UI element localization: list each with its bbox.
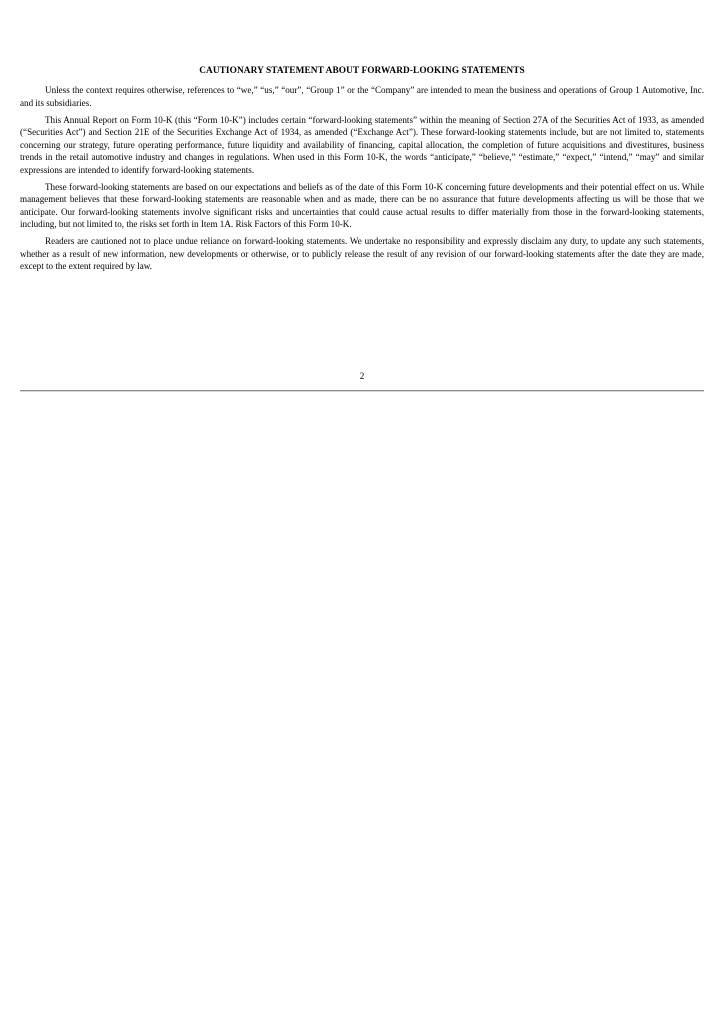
paragraph-expectations: These forward-looking statements are based on our expectations and beliefs as of the date of this Form 10-K concerning future developments and their potential effect on us. While management believes that these forward-looking statements are reasonable when and as made, there can be no assurance that future developments affecting us will be those that we anticipate. Our forward-looking statements involve significant risks and uncertainties that could cause actual results to differ materially from those in the forward-looking statements, including, but not limited to, the risks set forth in Item 1A. Risk Factors of this Form 10-K. — [20, 181, 704, 230]
section-heading: CAUTIONARY STATEMENT ABOUT FORWARD-LOOKING STATEMENTS — [199, 66, 525, 76]
document-page — [20, 0, 704, 1024]
body-text — [20, 84, 704, 277]
page-number: 2 — [359, 371, 365, 381]
page-divider — [20, 390, 704, 392]
paragraph-definitions: Unless the context requires otherwise, references to “we,” “us,” “our”, “Group 1” or the “Company” are intended to mean the business and operations of Group 1 Automotive, Inc. and its subsidiaries. — [20, 85, 704, 108]
paragraph-caution: Readers are cautioned not to place undue reliance on forward-looking statements. We undertake no responsibility and expressly disclaim any duty, to update any such statements, whether as a result of new information, new developments or otherwise, or to publicly release the result of any revision of our forward-looking statements after the date they are made, except to the extent required by law. — [20, 236, 704, 272]
paragraph-forward-looking-intro: This Annual Report on Form 10-K (this “Form 10-K”) includes certain “forward-looking statements” within the meaning of Section 27A of the Securities Act of 1933, as amended (“Securities Act”) and Section 21E of the Securities Exchange Act of 1934, as amended (“Exchange Act”). These forward-looking statements include, but are not limited to, statements concerning our strategy, future operating performance, future liquidity and availability of financing, capital allocation, the completion of future acquisitions and divestitures, business trends in the retail automotive industry and changes in regulations. When used in this Form 10-K, the words “anticipate,” “believe,” “estimate,” “expect,” “intend,” “may” and similar expressions are intended to identify forward-looking statements. — [20, 114, 704, 175]
